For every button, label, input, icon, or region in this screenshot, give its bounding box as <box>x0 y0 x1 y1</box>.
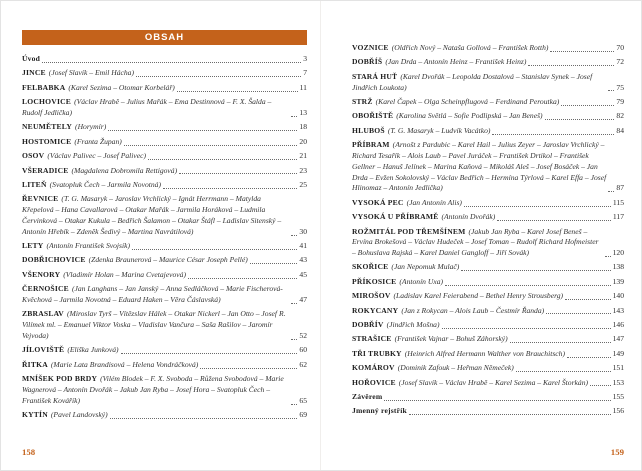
toc-entry <box>352 378 624 389</box>
toc-entry-page: 155 <box>612 392 624 401</box>
toc-entry-page: 70 <box>616 43 624 52</box>
right-toc-list <box>352 43 624 417</box>
toc-entry <box>22 180 307 191</box>
toc-entry <box>352 349 624 360</box>
toc-entry <box>22 83 307 94</box>
toc-entry <box>22 68 307 79</box>
dotted-leader <box>163 187 297 189</box>
toc-entry-title: VOZNICE <box>351 43 389 52</box>
toc-entry-text <box>22 68 134 79</box>
toc-entry-text <box>352 126 490 137</box>
toc-entry-title: JÍLOVIŠTĚ <box>22 345 65 355</box>
toc-entry <box>352 306 624 317</box>
toc-entry-authors: (Karel Čapek – Olga Scheinpflugová – Ferdinand Peroutka) <box>375 96 560 106</box>
dotted-leader <box>567 356 611 358</box>
toc-entry-title: OSOV <box>22 151 45 161</box>
toc-entry-text <box>352 198 462 209</box>
dotted-leader <box>510 341 611 343</box>
toc-entry-page: 140 <box>612 291 624 301</box>
toc-entry <box>352 392 624 403</box>
toc-entry-title: VŠERADICE <box>22 165 69 175</box>
toc-entry-page: 75 <box>616 82 624 92</box>
toc-entry-text <box>22 83 175 94</box>
toc-entry-authors: (Zdenka Braunerová – Maurice César Joseph Pellé) <box>88 255 248 265</box>
toc-entry-title: DOBŘÍŠ <box>351 57 383 67</box>
toc-entry-title: MIROŠOV <box>351 291 391 301</box>
toc-entry-authors: (Dominik Zafouk – Heřman Němeček) <box>397 363 514 373</box>
toc-entry-page: 151 <box>612 363 624 373</box>
toc-entry-title: ROKYCANY <box>351 305 399 315</box>
toc-entry-page: 7 <box>303 68 307 78</box>
toc-entry-title: OBOŘIŠTĚ <box>351 111 394 121</box>
toc-entry <box>22 345 307 356</box>
dotted-leader <box>545 118 615 120</box>
toc-entry-authors: (Jindřich Mošna) <box>386 320 440 330</box>
toc-entry-authors: (Jakub Jan Ryba – Karel Josef Beneš – Ervína Brokešová – Václav Hudeček – Josef Toman – Rudolf Richard Hofmeister – Bohuslava Rajská – Karel Daniel Gangloff – Jiří Sovák) <box>351 226 599 258</box>
toc-entry-text <box>22 309 289 341</box>
toc-entry <box>22 151 307 162</box>
toc-entry-title: DOBŘÍV <box>351 320 384 330</box>
toc-entry-title: LETY <box>22 241 44 251</box>
toc-entry <box>22 410 307 421</box>
dotted-leader <box>497 219 611 221</box>
toc-entry <box>352 334 624 345</box>
dotted-leader <box>291 234 297 236</box>
toc-entry-text <box>352 406 407 417</box>
dotted-leader <box>546 312 610 314</box>
toc-entry-text <box>22 180 161 191</box>
toc-entry-page: 25 <box>299 179 307 189</box>
toc-entry-page: 43 <box>299 255 307 265</box>
toc-entry <box>22 255 307 266</box>
toc-entry-authors: (Magdalena Dobromila Rettigová) <box>71 165 178 175</box>
dotted-leader <box>384 399 610 401</box>
dotted-leader <box>464 205 611 207</box>
toc-entry-title: STRŽ <box>351 96 373 106</box>
toc-entry-page: 147 <box>612 334 624 344</box>
toc-entry-text <box>22 284 289 306</box>
toc-entry <box>22 137 307 148</box>
toc-entry-page: 30 <box>299 226 307 236</box>
toc-entry-authors: (Antonín František Svojsík) <box>46 241 130 251</box>
toc-entry-authors: (Karel Sezima – Otomar Korbelář) <box>68 82 175 92</box>
dotted-leader <box>590 384 611 386</box>
toc-entry-page: 138 <box>612 262 624 272</box>
toc-entry-page: 120 <box>612 248 624 258</box>
toc-entry-page: 3 <box>303 54 307 63</box>
dotted-leader <box>250 262 298 264</box>
toc-entry-text <box>352 111 543 122</box>
toc-entry-authors: (T. G. Masaryk – Jaroslav Vrchlický – Ignát Herrmann – Matylda Křepelová – Hana Cavallarová – Otakar Mařák – Jarmila Horáková – Ludmila Červinková – Otakar Kukula – Bedřich Šalamon – Otakar Štáfl – Ladislav Sitenský – Antonín Hřebík – Zdeněk Šedivý – Martina Navrátilová) <box>22 194 282 236</box>
toc-entry-page: 47 <box>299 295 307 305</box>
toc-entry-text <box>352 57 526 68</box>
toc-entry <box>352 72 624 94</box>
toc-entry-title: DOBŘICHOVICE <box>22 255 86 265</box>
toc-entry-authors: (Antonín Uxa) <box>399 276 444 286</box>
toc-entry-text <box>352 392 382 403</box>
toc-entry <box>352 320 624 331</box>
toc-entry-text <box>22 410 108 421</box>
dotted-leader <box>121 352 298 354</box>
toc-entry-title: VŠENORY <box>22 269 61 279</box>
toc-entry-title: HOŘOVICE <box>351 377 396 387</box>
toc-entry-title: LITEŇ <box>22 179 47 189</box>
toc-entry <box>352 97 624 108</box>
toc-entry-authors: (Jan Langhans – Jan Janský – Anna Sedláčková – Marie Fischerová-Kvěchová – Jarmila Novotná – Eduard Haken – Věra Čáslavská) <box>22 284 283 305</box>
toc-entry-text <box>352 349 565 360</box>
dotted-leader <box>409 413 611 415</box>
toc-entry-title: ZBRASLAV <box>22 309 64 319</box>
toc-entry-text <box>22 122 106 133</box>
toc-entry <box>22 309 307 341</box>
dotted-leader <box>188 277 297 279</box>
toc-entry-authors: (Karel Dvořák – Leopolda Dostalová – Stanislav Synek – Josef Jindřich Loukota) <box>351 71 593 92</box>
dotted-leader <box>108 129 297 131</box>
toc-entry <box>22 166 307 177</box>
toc-entry-page: 65 <box>299 395 307 405</box>
toc-entry-text <box>352 43 548 54</box>
toc-entry-text <box>22 166 177 177</box>
dotted-leader <box>124 144 298 146</box>
toc-entry-text <box>22 137 122 148</box>
toc-entry-title: Úvod <box>22 54 41 63</box>
toc-entry-authors: (Svatopluk Čech – Jarmila Novotná) <box>49 179 161 189</box>
toc-entry-authors: (Pavel Landovský) <box>50 410 108 420</box>
dotted-leader <box>516 370 611 372</box>
toc-entry-authors: (Václav Hrabě – Julius Mařák – Ema Destinnová – F. X. Šalda – Rudolf Jedlička) <box>22 97 272 117</box>
toc-entry <box>352 57 624 68</box>
toc-entry-text <box>22 360 198 371</box>
toc-entry-text <box>352 140 606 194</box>
toc-entry-authors: (Heinrich Alfred Hermann Walther von Brauchitsch) <box>404 348 565 358</box>
toc-entry-page: 20 <box>299 136 307 146</box>
toc-entry-text <box>352 212 495 223</box>
dotted-leader <box>442 327 611 329</box>
toc-entry-page: 69 <box>299 410 307 420</box>
toc-entry-page: 149 <box>612 348 624 358</box>
toc-entry <box>22 374 307 406</box>
toc-entry-authors: (Josef Slavík – Emil Hácha) <box>48 68 134 78</box>
toc-entry-authors: (Jan Drda – Antonín Heinz – František Heinz) <box>385 57 527 67</box>
dotted-leader <box>177 90 298 92</box>
toc-entry-text <box>22 374 289 406</box>
toc-entry-title: JINCE <box>22 68 46 78</box>
toc-entry-page: 82 <box>616 111 624 121</box>
toc-entry <box>352 227 624 259</box>
toc-entry-title: ROŽMITÁL POD TŘEMŠÍNEM <box>351 226 466 236</box>
toc-entry-text <box>352 277 443 288</box>
dotted-leader <box>528 64 614 66</box>
toc-entry <box>352 140 624 194</box>
toc-entry-title: STRAŠICE <box>351 334 392 344</box>
toc-entry-text <box>352 378 588 389</box>
toc-entry-text <box>352 72 606 94</box>
toc-entry-text <box>22 151 146 162</box>
toc-entry-title: ŘITKA <box>22 359 48 369</box>
toc-entry-title: KOMÁROV <box>351 363 395 373</box>
toc-entry-authors: (Vilém Blodek – F. X. Svoboda – Růžena Svobodová – Marie Wagnerová – Antonín Dvořák – Jakub Jan Ryba – Josef Hora – Svatopluk Čech – František Kovářík) <box>22 374 284 405</box>
dotted-leader <box>550 50 614 52</box>
toc-entry-title: ŘEVNICE <box>22 194 59 204</box>
dotted-leader <box>461 269 610 271</box>
toc-entry-title: TŘI TRUBKY <box>351 348 402 358</box>
toc-entry-title: FELBABKA <box>22 82 66 92</box>
toc-entry-page: 79 <box>616 96 624 106</box>
toc-entry <box>22 284 307 306</box>
toc-entry-page: 87 <box>616 183 624 193</box>
toc-entry-title: HOSTOMICE <box>22 136 72 146</box>
toc-entry-title: HLUBOŠ <box>351 125 385 135</box>
left-toc-list <box>22 54 307 421</box>
toc-entry <box>352 43 624 54</box>
toc-entry <box>22 360 307 371</box>
dotted-leader <box>608 89 614 91</box>
toc-entry-page: 146 <box>612 320 624 330</box>
toc-entry-page: 84 <box>616 125 624 135</box>
toc-entry-text <box>22 97 289 119</box>
toc-entry-authors: (Horymír) <box>75 122 107 132</box>
toc-entry-page: 115 <box>612 197 624 207</box>
toc-entry-page: 23 <box>299 165 307 175</box>
toc-entry-authors: (Jan Antonín Alis) <box>406 197 462 207</box>
toc-entry-title: MNÍŠEK POD BRDY <box>22 374 98 384</box>
toc-entry-page: 139 <box>612 276 624 286</box>
toc-entry-authors: (Josef Slavík – Václav Hrabě – Karel Sezima – Karel Štorkán) <box>398 377 589 387</box>
dotted-leader <box>605 255 611 257</box>
toc-entry <box>22 241 307 252</box>
toc-entry-authors: (Eliška Junková) <box>67 345 119 355</box>
dotted-leader <box>110 417 298 419</box>
toc-entry-title: SKOŘICE <box>351 262 389 272</box>
right-folio: 159 <box>610 447 624 457</box>
toc-entry-title: VYSOKÁ U PŘÍBRAMĚ <box>351 212 439 222</box>
dotted-leader <box>291 302 297 304</box>
toc-entry-title: Závěrem <box>351 392 383 401</box>
toc-entry <box>352 277 624 288</box>
toc-entry-page: 153 <box>612 377 624 387</box>
toc-entry <box>22 194 307 237</box>
toc-entry-text <box>22 241 130 252</box>
toc-entry-text <box>352 227 603 259</box>
toc-entry-authors: (Antonín Dvořák) <box>441 212 496 222</box>
toc-entry-page: 13 <box>299 107 307 117</box>
toc-entry-page: 72 <box>616 57 624 67</box>
toc-entry-authors: (Marie Lata Brandisová – Helena Vondráčková) <box>50 359 199 369</box>
toc-entry-page: 60 <box>299 345 307 355</box>
toc-entry <box>352 198 624 209</box>
dotted-leader <box>291 115 297 117</box>
toc-entry <box>352 406 624 417</box>
dotted-leader <box>561 104 614 106</box>
toc-entry-authors: (Ladislav Karel Feierabend – Bethel Henry Strousberg) <box>393 291 564 301</box>
dotted-leader <box>492 133 614 135</box>
dotted-leader <box>608 190 614 192</box>
dotted-leader <box>179 172 297 174</box>
dotted-leader <box>132 248 297 250</box>
toc-entry-page: 21 <box>299 151 307 161</box>
toc-entry-page: 62 <box>299 359 307 369</box>
toc-entry-title: ČERNOŠICE <box>22 284 69 294</box>
toc-entry-page: 11 <box>299 82 307 92</box>
right-page <box>321 1 641 470</box>
dotted-leader <box>565 298 611 300</box>
toc-entry-page: 18 <box>299 122 307 132</box>
toc-entry <box>22 97 307 119</box>
toc-entry-text <box>22 194 289 237</box>
toc-entry-page: 156 <box>612 406 624 416</box>
toc-entry-title: Jmenný rejstřík <box>351 406 407 416</box>
toc-entry-title: LOCHOVICE <box>22 97 72 107</box>
toc-entry <box>352 212 624 223</box>
toc-entry-text <box>352 262 459 273</box>
toc-entry-text <box>352 306 544 317</box>
contents-title: OBSAH <box>144 32 185 43</box>
toc-entry-text <box>352 334 508 345</box>
dotted-leader <box>200 367 297 369</box>
toc-entry <box>352 111 624 122</box>
toc-entry-page: 117 <box>612 212 624 222</box>
toc-entry-authors: (Oldřich Nový – Nataša Gollová – František Rotth) <box>391 43 549 52</box>
toc-entry-title: PŘÍKOSICE <box>351 276 397 286</box>
toc-entry-title: VYSOKÁ PEC <box>351 197 404 207</box>
dotted-leader <box>42 61 301 63</box>
toc-entry-title: NEUMĚTELY <box>22 122 73 132</box>
left-folio: 158 <box>22 447 36 457</box>
toc-entry-text <box>22 255 248 266</box>
toc-entry-text <box>22 54 40 65</box>
toc-entry-page: 41 <box>299 241 307 251</box>
toc-entry <box>352 126 624 137</box>
toc-entry-text <box>352 320 440 331</box>
dotted-leader <box>291 338 297 340</box>
toc-entry-page: 45 <box>299 269 307 279</box>
toc-entry <box>22 122 307 133</box>
toc-entry-authors: (Jan z Rokycan – Alois Laub – Čestmír Řanda) <box>401 305 545 315</box>
toc-entry <box>352 363 624 374</box>
toc-entry-text <box>352 363 514 374</box>
toc-entry-title: PŘÍBRAM <box>351 140 390 150</box>
dotted-leader <box>445 284 611 286</box>
toc-entry <box>22 54 307 65</box>
toc-entry-authors: (Václav Palivec – Josef Palivec) <box>47 151 146 161</box>
toc-entry-authors: (Franta Župan) <box>74 136 122 146</box>
toc-entry-authors: (Miroslav Tyrš – Vítězslav Hálek – Otakar Nickerl – Jan Otto – Josef R. Vilímek ml. – Emanuel Viktor Voska – Vladislav Vančura – Saša Rašilov – Jaromír Vejvoda) <box>22 309 286 341</box>
dotted-leader <box>148 158 297 160</box>
contents-header-bar <box>22 30 307 45</box>
dotted-leader <box>291 403 297 405</box>
toc-entry-page: 52 <box>299 331 307 341</box>
left-page <box>1 1 321 470</box>
toc-entry-text <box>22 345 119 356</box>
toc-entry-text <box>352 97 559 108</box>
toc-entry-authors: (Karolina Světlá – Sofie Podlipská – Jan Beneš) <box>396 111 543 121</box>
toc-entry <box>352 262 624 273</box>
toc-entry-title: STARÁ HUŤ <box>351 71 398 81</box>
toc-entry-authors: (Vladimír Holan – Marina Cvetajevová) <box>63 269 187 279</box>
toc-entry-authors: (Arnošt z Pardubic – Karel Hail – Julius Zeyer – Jaroslav Vrchlický – Richard Tesařík – Alois Laub – Pavel Juráček – František Drtikol – František Gellner – Hanuš Jelínek – Marina Kaňová – Mikoláš Aleš – Josef Bosáček – Jan Drda – Evžen Sokolovský – Václav Bedřich – Hermína Týrlová – Karel Effa – Josef Hlinomaz – Antonín Jedlička) <box>351 140 607 193</box>
toc-entry-text <box>22 270 186 281</box>
toc-entry-authors: (František Vajnar – Bohuš Záhorský) <box>394 334 508 344</box>
toc-entry-title: KYTÍN <box>22 410 48 420</box>
toc-entry <box>352 291 624 302</box>
toc-entry-page: 143 <box>612 305 624 315</box>
toc-entry-authors: (Jan Nepomuk Mulač) <box>391 262 460 272</box>
toc-entry-text <box>352 291 563 302</box>
toc-entry-authors: (T. G. Masaryk – Ludvík Vacátko) <box>387 125 491 135</box>
dotted-leader <box>136 75 301 77</box>
toc-entry <box>22 270 307 281</box>
